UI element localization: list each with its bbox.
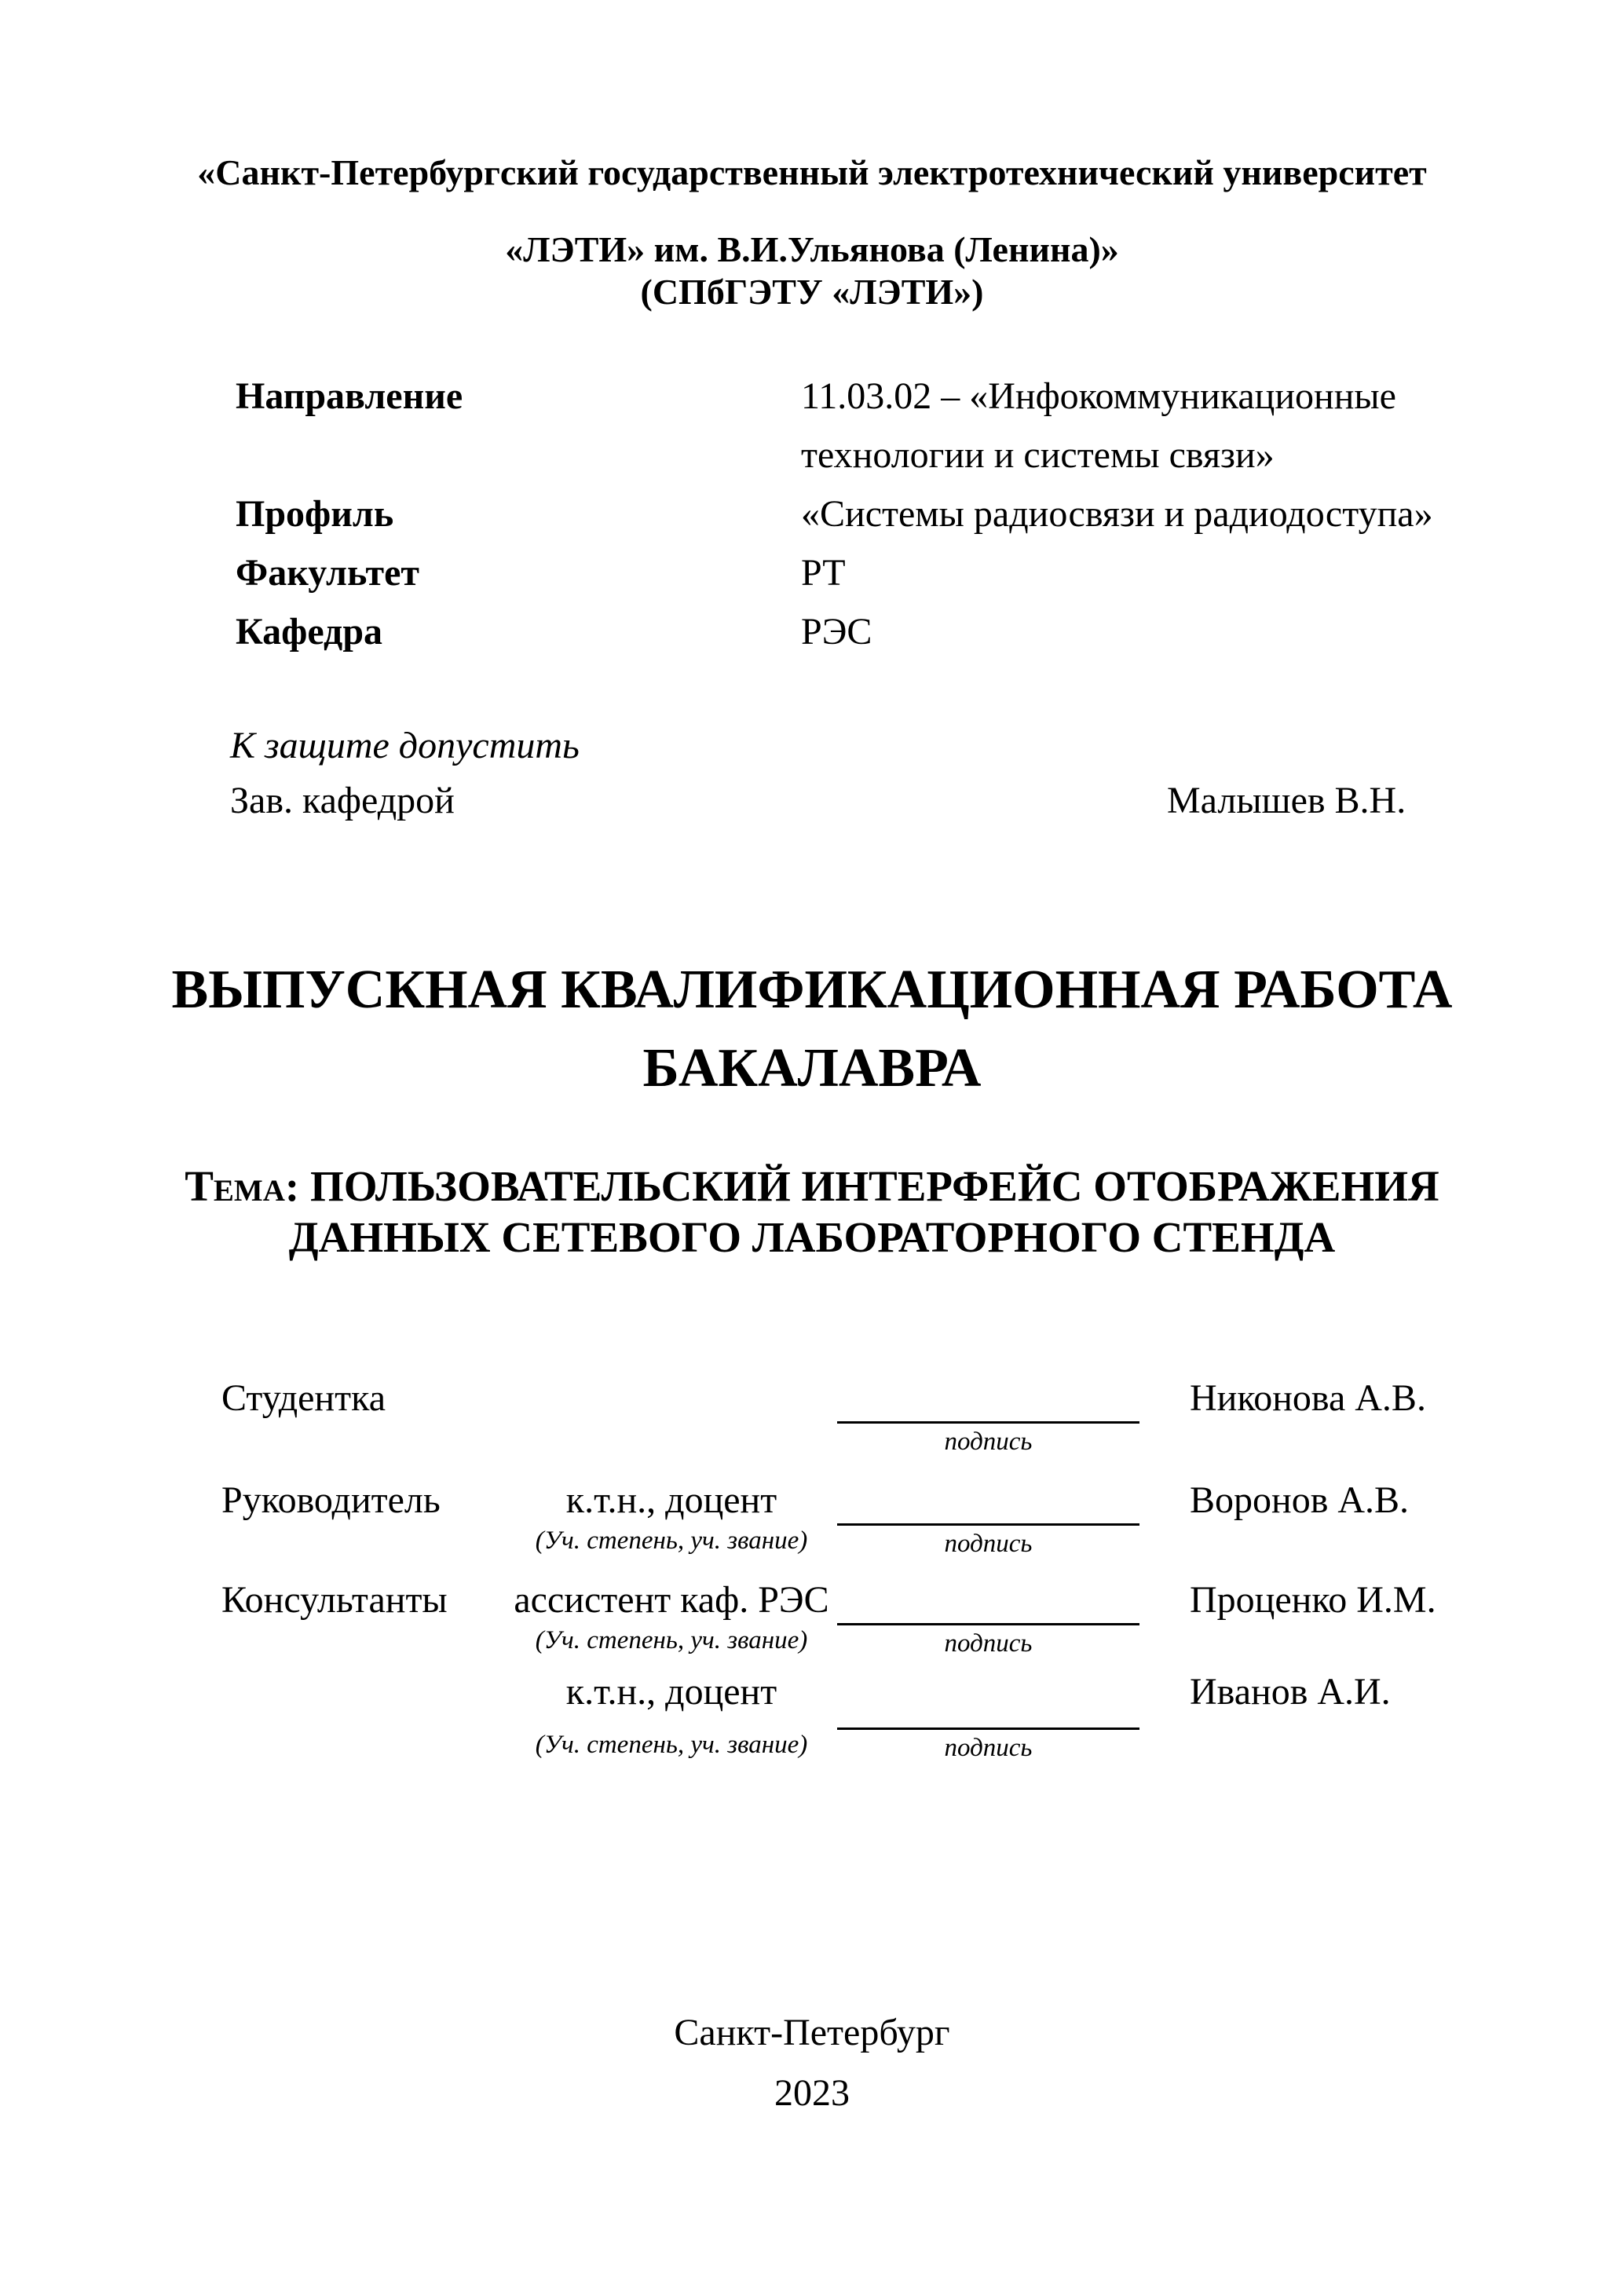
role-label: Студентка xyxy=(221,1377,386,1419)
qualification-hint: (Уч. степень, уч. звание) xyxy=(535,1731,808,1759)
work-title-line2: БАКАЛАВРА xyxy=(642,1038,982,1099)
qualification: к.т.н., доцент xyxy=(565,1671,777,1713)
signature-row-student xyxy=(0,1377,1624,1482)
qualification: к.т.н., доцент xyxy=(565,1479,777,1521)
signature-row-consultant-2 xyxy=(0,1673,1624,1775)
direction-label: Направление xyxy=(236,375,463,417)
theme-block xyxy=(0,1161,1624,1263)
signatory-name: Проценко И.М. xyxy=(1190,1579,1436,1621)
year: 2023 xyxy=(774,2072,850,2114)
qualification-hint: (Уч. степень, уч. звание) xyxy=(535,1526,808,1555)
faculty-label: Факультет xyxy=(236,552,419,594)
faculty-value: РТ xyxy=(801,552,846,594)
role-label: Руководитель xyxy=(221,1479,441,1521)
direction-row xyxy=(236,367,1492,484)
role-label: Консультанты xyxy=(221,1579,448,1621)
signature-line xyxy=(837,1421,1139,1456)
signature-caption: подпись xyxy=(944,1629,1033,1658)
signature-line xyxy=(837,1523,1139,1558)
head-of-department-label: Зав. кафедрой xyxy=(230,780,455,821)
qualification-hint: (Уч. степень, уч. звание) xyxy=(535,1626,808,1654)
head-of-department-name: Малышев В.Н. xyxy=(1167,780,1406,821)
profile-row xyxy=(236,484,1492,543)
theme-line1 xyxy=(0,1161,1624,1212)
signature-row-supervisor xyxy=(0,1479,1624,1584)
signature-caption: подпись xyxy=(944,1530,1033,1558)
work-title-line1: ВЫПУСКНАЯ КВАЛИФИКАЦИОННАЯ РАБОТА xyxy=(171,960,1453,1020)
direction-value: 11.03.02 – «Инфокоммуникационные технологии и системы связи» xyxy=(801,375,1396,476)
profile-label: Профиль xyxy=(236,493,394,535)
signature-caption: подпись xyxy=(944,1428,1033,1456)
department-row xyxy=(236,602,1492,661)
profile-value: «Системы радиосвязи и радиодоступа» xyxy=(801,493,1433,535)
work-title xyxy=(0,951,1624,1108)
department-value: РЭС xyxy=(801,611,872,653)
university-name-line1: «Санкт-Петербургский государственный электротехнический университет xyxy=(197,152,1427,192)
head-of-department-row xyxy=(0,782,1624,829)
signature-line xyxy=(837,1727,1139,1762)
signature-line xyxy=(837,1623,1139,1658)
program-meta-block xyxy=(236,367,1492,661)
city: Санкт-Петербург xyxy=(674,2012,950,2053)
signatory-name: Никонова А.В. xyxy=(1190,1377,1426,1419)
qualification: ассистент каф. РЭС xyxy=(514,1579,829,1621)
admission-phrase: К защите допустить xyxy=(230,725,580,766)
faculty-row xyxy=(236,543,1492,602)
theme-text-line1: ПОЛЬЗОВАТЕЛЬСКИЙ ИНТЕРФЕЙС ОТОБРАЖЕНИЯ xyxy=(299,1162,1439,1210)
signatory-name: Иванов А.И. xyxy=(1190,1671,1391,1713)
theme-text-line2: ДАННЫХ СЕТЕВОГО ЛАБОРАТОРНОГО СТЕНДА xyxy=(288,1213,1336,1261)
university-name-block xyxy=(0,229,1624,313)
signature-caption: подпись xyxy=(944,1734,1033,1762)
university-name-line2: «ЛЭТИ» им. В.И.Ульянова (Ленина)» xyxy=(505,229,1119,269)
signature-row-consultant-1 xyxy=(0,1581,1624,1684)
department-label: Кафедра xyxy=(236,611,383,653)
theme-label: Тема: xyxy=(185,1162,300,1210)
signatory-name: Воронов А.В. xyxy=(1190,1479,1410,1521)
university-name-line3: (СПбГЭТУ «ЛЭТИ») xyxy=(640,272,984,312)
footer-block xyxy=(0,2002,1624,2123)
